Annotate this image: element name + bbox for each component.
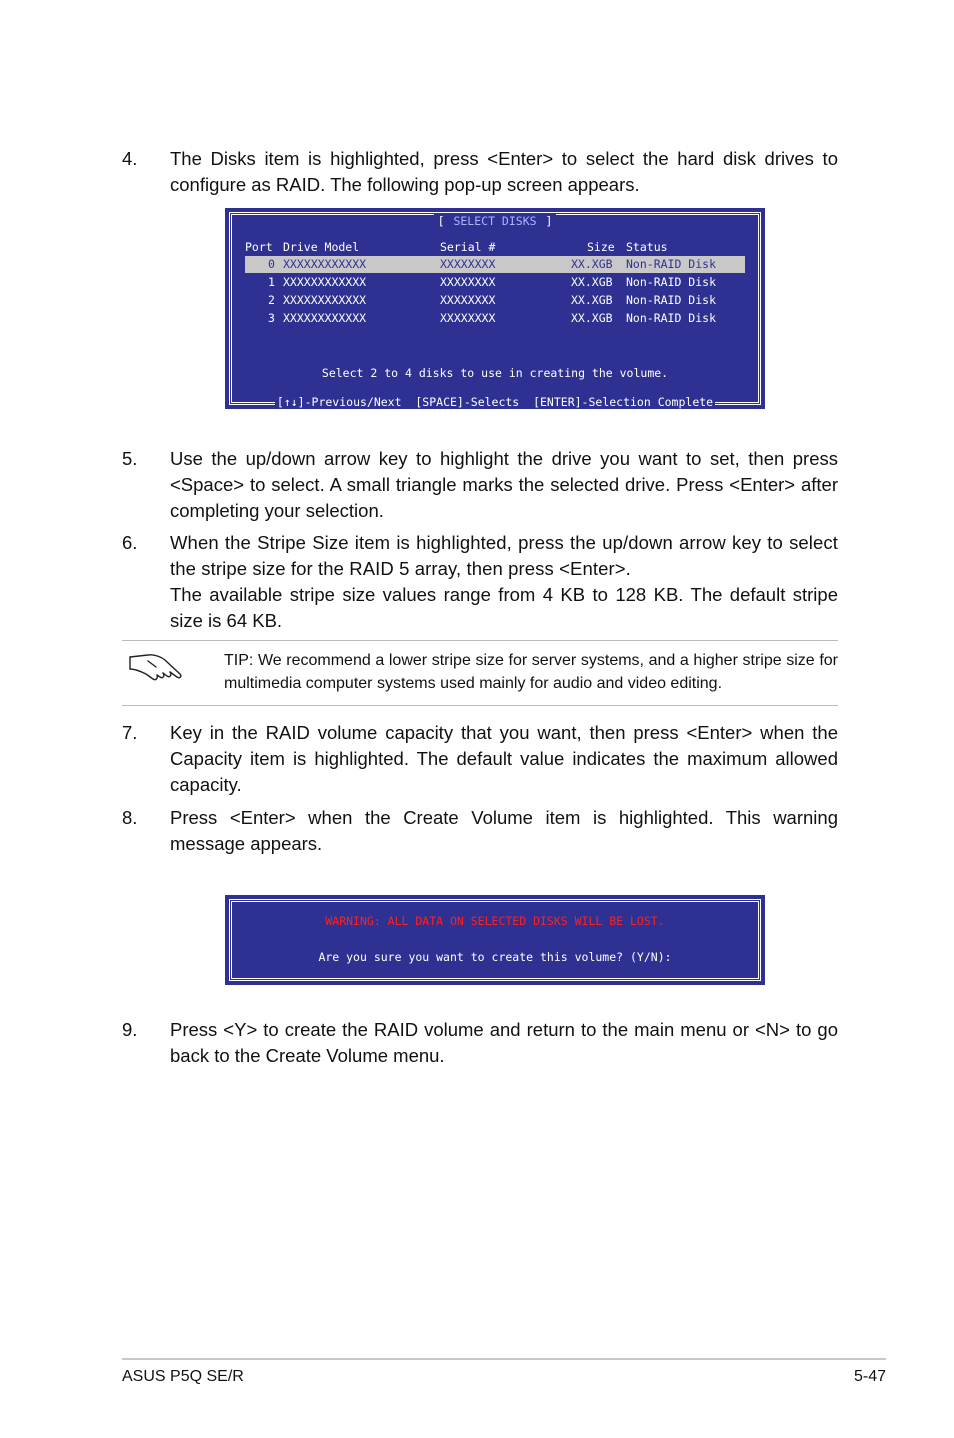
screen-title-text: SELECT DISKS xyxy=(453,214,537,228)
step-text: Press <Y> to create the RAID volume and return to the main menu or <N> to go back to the Create Volume menu. xyxy=(170,1019,838,1066)
step-number: 7. xyxy=(122,722,138,743)
status-cell: Non-RAID Disk xyxy=(626,311,717,325)
table-row[interactable] xyxy=(245,256,745,273)
step-number: 8. xyxy=(122,807,138,828)
select-disks-screen xyxy=(225,208,765,409)
col-serial: Serial # xyxy=(440,240,496,254)
step-text: Key in the RAID volume capacity that you want, then press <Enter> when the Capacity item is highlighted. The default value indicates the maximum allowed capacity. xyxy=(170,722,838,795)
step-number: 5. xyxy=(122,448,138,469)
key-help-bar xyxy=(225,391,765,410)
col-model: Drive Model xyxy=(283,240,360,254)
model-cell: XXXXXXXXXXXX xyxy=(283,311,367,325)
port-cell: 1 xyxy=(268,275,275,289)
step-text: The available stripe size values range from 4 KB to 128 KB. The default stripe size is 64 KB. xyxy=(170,584,838,631)
col-status: Status xyxy=(626,240,668,254)
page-number: 5-47 xyxy=(853,1368,886,1385)
step-number: 4. xyxy=(122,148,138,169)
select-message: Select 2 to 4 disks to use in creating the volume. xyxy=(321,366,669,380)
step-8 xyxy=(122,805,838,857)
step-5 xyxy=(122,446,838,524)
port-cell: 3 xyxy=(268,311,275,325)
col-size: Size xyxy=(587,240,615,254)
step-4 xyxy=(122,146,838,198)
step-9 xyxy=(122,1017,838,1069)
screen-title: [ SELECT DISKS ] xyxy=(225,210,765,229)
page-footer xyxy=(122,1358,886,1386)
step-text: Use the up/down arrow key to highlight the drive you want to set, then press <Space> to select. A small triangle marks the selected drive. Press <Enter> after completing your selection. xyxy=(170,448,838,521)
warning-message: WARNING: ALL DATA ON SELECTED DISKS WILL BE LOST. xyxy=(325,914,665,928)
model-cell: XXXXXXXXXXXX xyxy=(283,275,367,289)
warning-screen xyxy=(225,895,765,985)
product-name: ASUS P5Q SE/R xyxy=(122,1368,244,1385)
screen-frame xyxy=(229,899,761,981)
confirm-prompt[interactable]: Are you sure you want to create this volume? (Y/N): xyxy=(318,950,672,964)
size-cell: XX.XGB xyxy=(571,293,613,307)
step-6 xyxy=(122,530,838,634)
status-cell: Non-RAID Disk xyxy=(626,275,717,289)
model-cell: XXXXXXXXXXXX xyxy=(283,257,367,271)
step-text: The Disks item is highlighted, press <Enter> to select the hard disk drives to configure as RAID. The following pop-up screen appears. xyxy=(170,148,838,195)
serial-cell: XXXXXXXX xyxy=(440,293,496,307)
status-cell: Non-RAID Disk xyxy=(626,257,717,271)
key-help-text: [↑↓]-Previous/Next [SPACE]-Selects [ENTER]-Selection Complete xyxy=(276,395,714,409)
port-cell: 2 xyxy=(268,293,275,307)
size-cell: XX.XGB xyxy=(571,257,613,271)
serial-cell: XXXXXXXX xyxy=(440,275,496,289)
size-cell: XX.XGB xyxy=(571,275,613,289)
step-number: 9. xyxy=(122,1019,138,1040)
tip-text: TIP: We recommend a lower stripe size for server systems, and a higher stripe size for multimedia computer systems used mainly for audio and video editing. xyxy=(224,652,838,692)
table-header xyxy=(245,239,745,256)
col-port: Port xyxy=(245,240,273,254)
step-text: When the Stripe Size item is highlighted, press the up/down arrow key to select the stripe size for the RAID 5 array, then press <Enter>. xyxy=(170,532,838,579)
step-text: Press <Enter> when the Create Volume item is highlighted. This warning message appears. xyxy=(170,807,838,854)
serial-cell: XXXXXXXX xyxy=(440,311,496,325)
tip-box xyxy=(122,640,838,706)
table-row[interactable] xyxy=(245,310,745,327)
serial-cell: XXXXXXXX xyxy=(440,257,496,271)
pointing-hand-icon xyxy=(126,643,186,692)
table-row[interactable] xyxy=(245,292,745,309)
port-cell: 0 xyxy=(268,257,275,271)
size-cell: XX.XGB xyxy=(571,311,613,325)
status-cell: Non-RAID Disk xyxy=(626,293,717,307)
table-row[interactable] xyxy=(245,274,745,291)
model-cell: XXXXXXXXXXXX xyxy=(283,293,367,307)
step-7 xyxy=(122,720,838,798)
step-number: 6. xyxy=(122,532,138,553)
